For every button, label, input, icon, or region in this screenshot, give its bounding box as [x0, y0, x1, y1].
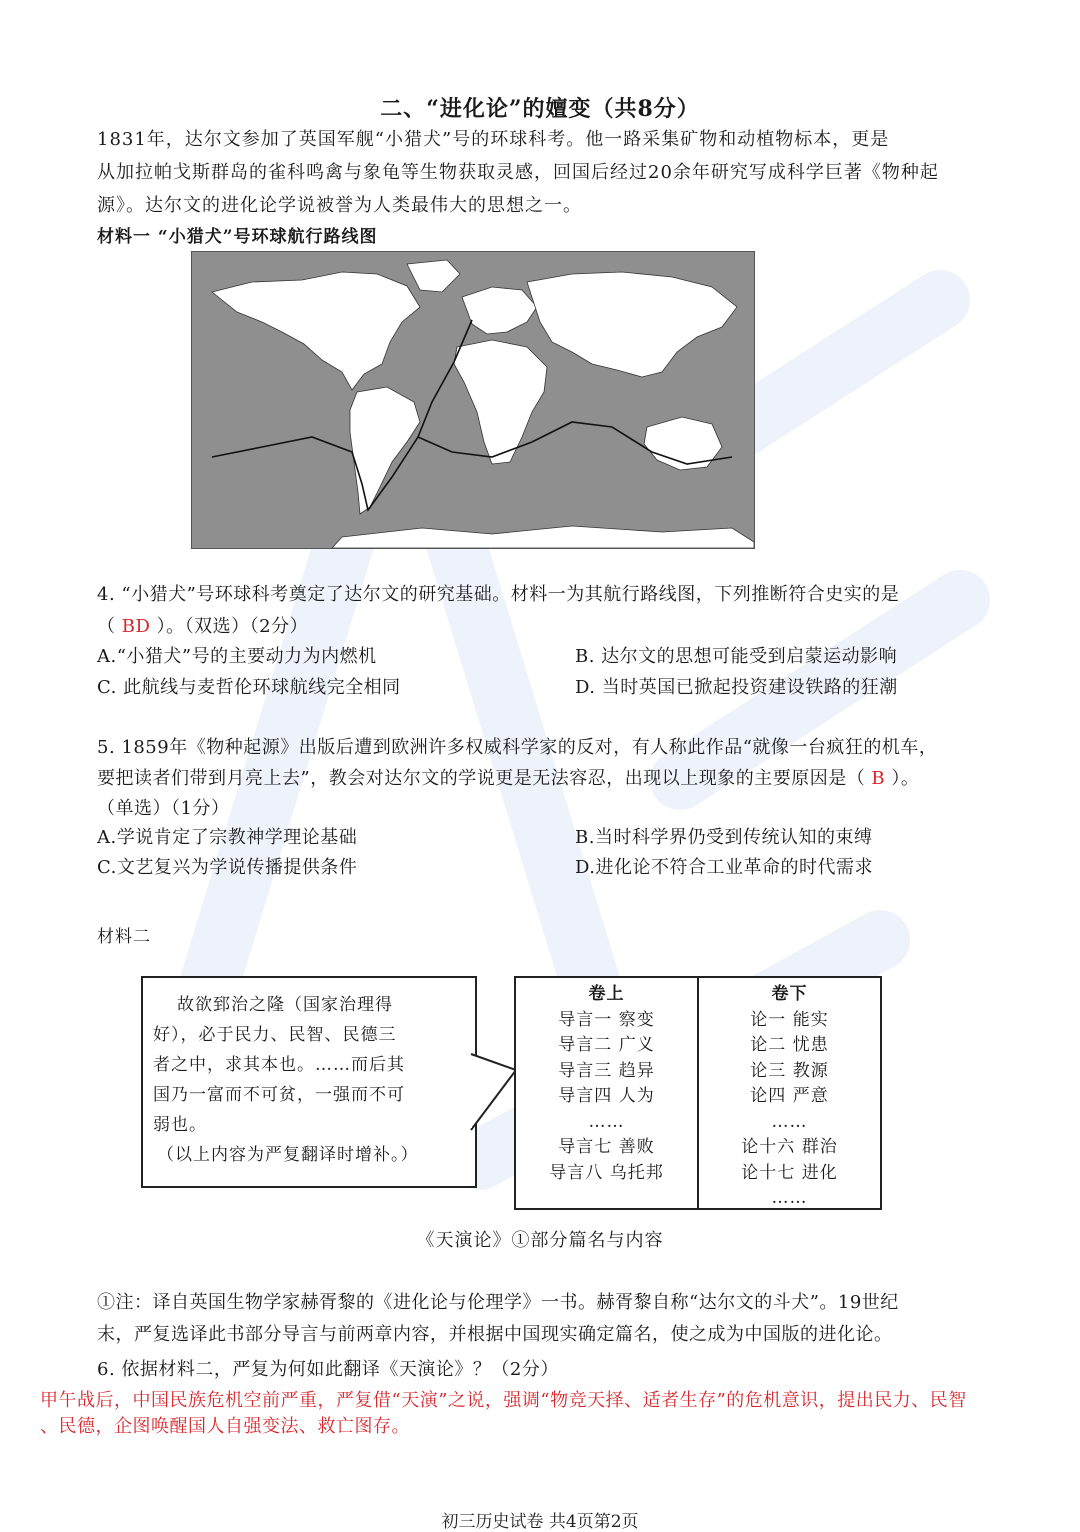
q6-answer-line-1: 甲午战后，中国民族危机空前严重，严复借“天演”之说，强调“物竞天择、适者生存”的危机意识，提出民力、民智 [40, 1390, 967, 1411]
intro-line-3: 源》。达尔文的进化论学说被誉为人类最伟大的思想之一。 [97, 195, 582, 216]
toc-left-column [516, 978, 699, 1208]
quote-line-3: 者之中，求其本也。……而后其 [153, 1055, 405, 1075]
footnote-line-1: ①注：译自英国生物学家赫胥黎的《进化论与伦理学》一书。赫胥黎自称“达尔文的斗犬”。19世纪 [97, 1292, 899, 1313]
world-map-svg [192, 252, 754, 548]
toc-right-item: …… [771, 1111, 808, 1132]
toc-left-item: 导言三 趋异 [558, 1060, 655, 1081]
intro-line-2: 从加拉帕戈斯群岛的雀科鸣禽与象龟等生物获取灵感，回国后经过20余年研究写成科学巨著《物种起 [97, 162, 939, 183]
q5-option-c: C.文艺复兴为学说传播提供条件 [97, 857, 358, 878]
quote-line-1: 故欲郅治之隆（国家治理得 [177, 995, 393, 1015]
toc-left-item: 导言四 人为 [558, 1086, 655, 1106]
toc-left-item: 导言一 察变 [558, 1009, 655, 1030]
quote-line-4: 国乃一富而不可贫，一强而不可 [153, 1085, 405, 1105]
q5-answer: B [871, 768, 886, 789]
q4-option-b: B. 达尔文的思想可能受到启蒙运动影响 [575, 646, 898, 667]
q6-stem: 6. 依据材料二，严复为何如此翻译《天演论》？（2分） [97, 1359, 559, 1380]
q6-answer-line-2: 、民德，企图唤醒国人自强变法、救亡图存。 [40, 1416, 410, 1437]
intro-line-1: 1831年，达尔文参加了英国军舰“小猎犬”号的环球科考。他一路采集矿物和动植物标本，更是 [97, 129, 890, 150]
toc-right-item: 论三 教源 [750, 1060, 829, 1081]
q5-option-a: A.学说肯定了宗教神学理论基础 [97, 827, 358, 848]
section-title: 二、“进化论”的嬗变（共8分） [380, 96, 700, 122]
q4-answer: BD [121, 616, 151, 637]
footnote-line-2: 末，严复选译此书部分导言与前两章内容，并根据中国现实确定篇名，使之成为中国版的进化论。 [97, 1324, 893, 1345]
q4-option-a: A.“小猎犬”号的主要动力为内燃机 [97, 646, 377, 667]
toc-right-header: 卷下 [771, 984, 808, 1004]
page-footer: 初三历史试卷 共4页第2页 [441, 1512, 639, 1532]
q5-stem-line-1: 5. 1859年《物种起源》出版后遭到欧洲许多权威科学家的反对，有人称此作品“就像一台疯狂的机车， [97, 737, 938, 758]
toc-left-item: 导言七 善败 [558, 1137, 655, 1157]
q4-option-d: D. 当时英国已掀起投资建设铁路的狂潮 [575, 677, 898, 698]
toc-right-item: 论一 能实 [750, 1009, 829, 1030]
quote-line-6: （以上内容为严复翻译时增补。） [157, 1145, 419, 1165]
q5-option-b: B.当时科学界仍受到传统认知的束缚 [575, 827, 873, 848]
q5-stem-line-3: （单选）（1分） [97, 798, 230, 819]
toc-left-item: …… [588, 1111, 625, 1132]
figure-caption: 《天演论》①部分篇名与内容 [416, 1230, 664, 1251]
speech-pointer [440, 1050, 520, 1170]
toc-right-item: 论十六 群治 [741, 1137, 838, 1157]
q4-option-c: C. 此航线与麦哲伦环球航线完全相同 [97, 677, 401, 698]
toc-left-header: 卷上 [588, 984, 625, 1004]
q4-stem-line-1: 4. “小猎犬”号环球科考奠定了达尔文的研究基础。材料一为其航行路线图，下列推断符合史实的是 [97, 584, 900, 605]
toc-right-item: 论四 严意 [750, 1086, 829, 1106]
quote-line-2: 好），必于民力、民智、民德三 [153, 1025, 397, 1045]
toc-table [514, 976, 882, 1210]
toc-left-item: 导言二 广义 [558, 1035, 655, 1055]
toc-right-item: 论二 忧患 [750, 1035, 829, 1055]
quote-box [141, 976, 477, 1188]
q5-stem-line-2: 要把读者们带到月亮上去”，教会对达尔文的学说更是无法容忍，出现以上现象的主要原因是（ B ）。 [97, 768, 920, 789]
quote-line-5: 弱也。 [153, 1115, 207, 1135]
toc-right-column [699, 978, 880, 1208]
toc-right-item: 论十七 进化 [741, 1162, 838, 1183]
material-one-label: 材料一 “小猎犬”号环球航行路线图 [97, 227, 378, 247]
toc-left-item: 导言八 乌托邦 [549, 1162, 664, 1183]
q5-option-d: D.进化论不符合工业革命的时代需求 [575, 857, 874, 878]
toc-right-item: …… [771, 1188, 808, 1208]
material-two-label: 材料二 [97, 927, 151, 947]
q4-stem-line-2: （ BD ）。（双选）（2分） [97, 616, 309, 637]
voyage-route-map [191, 251, 755, 549]
